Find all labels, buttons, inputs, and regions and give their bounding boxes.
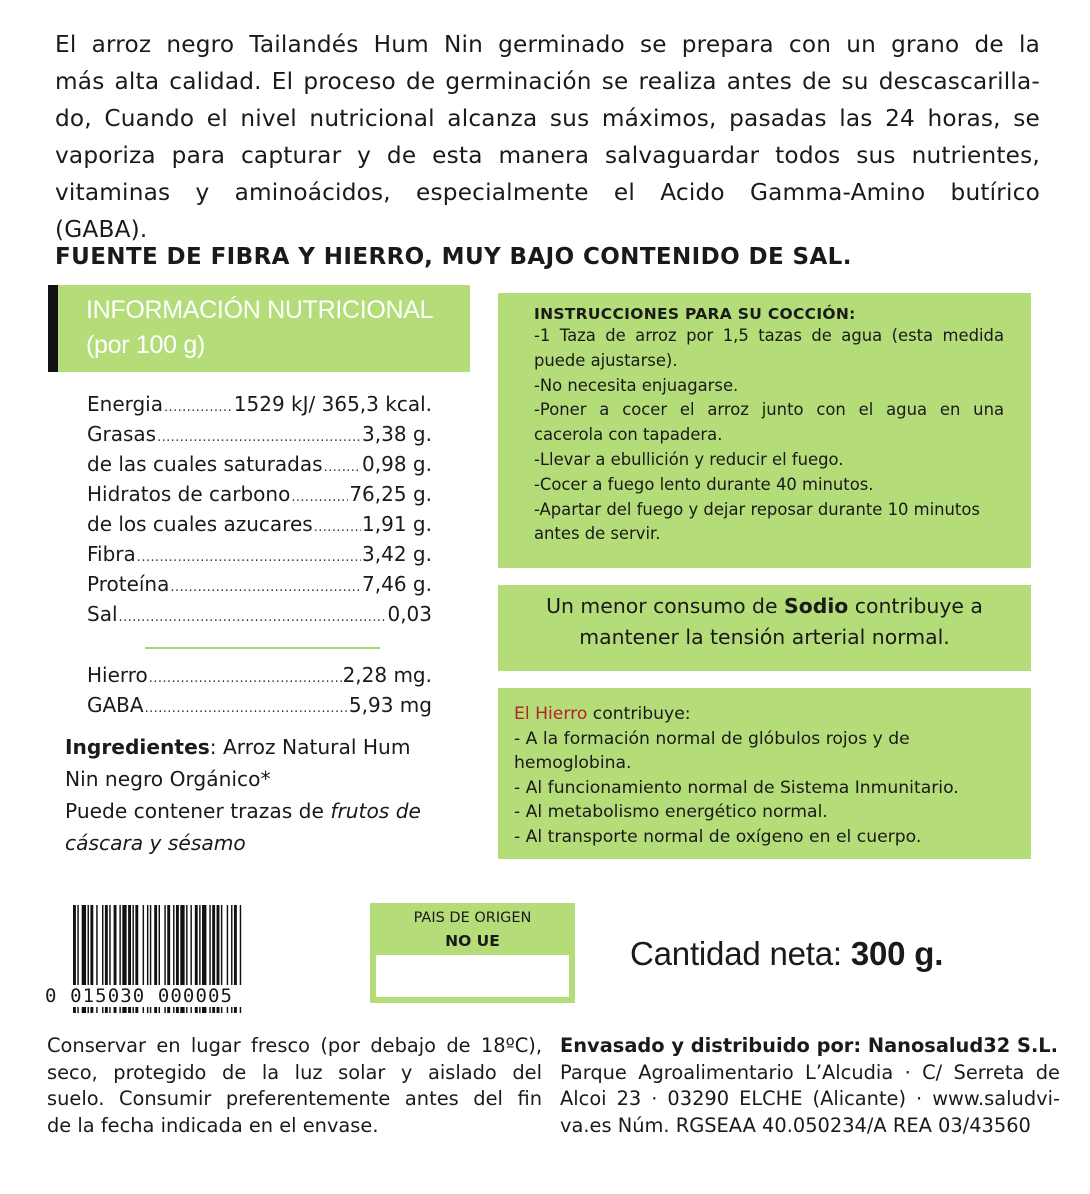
nutrition-label: Hierro [87,663,148,687]
nutrition-row [87,482,432,506]
nutrition-subtitle: (por 100 g) [86,331,205,359]
sodium-bold: Sodio [784,594,849,618]
allergen-italic: frutos de [330,799,421,823]
packager-title: Envasado y distribuido por: Nanosalud32 S.L. [560,1034,1059,1057]
leader-dots [164,400,233,415]
iron-benefit: - Al transporte normal de oxígeno en el cuerpo. [514,826,922,847]
instruction-line: -Poner a cocer el arroz junto con el agua en una [534,400,1004,420]
nutrition-row [87,602,432,626]
sodium-text: Un menor consumo de [546,594,785,618]
instruction-line: cacerola con tapadera. [534,425,723,445]
nutrition-divider [145,647,380,649]
nutrition-value: 1529 kJ/ 365,3 kcal. [233,392,432,416]
iron-benefit: - Al funcionamiento normal de Sistema Inmunitario. [514,777,959,798]
intro-line: (GABA). [55,216,148,243]
nutrition-title-line: INFORMACIÓN NUTRICIONAL [86,296,434,324]
leader-dots [324,460,361,475]
leader-dots [145,701,348,716]
iron-benefit: - Al metabolismo energético normal. [514,802,828,822]
iron-claim-box [498,688,1031,859]
storage-line: seco, protegido de la luz solar y aislado del [47,1060,542,1084]
nutrition-label: GABA [87,693,144,717]
nutrition-row [87,452,432,476]
intro-line: más alta calidad. El proceso de germinación se realiza antes de su descascarilla- [55,68,1040,95]
nutrition-row [87,572,432,596]
nutrition-value: 3,42 g. [362,542,432,566]
nutrition-title [86,293,433,363]
intro-line: do, Cuando el nivel nutricional alcanza sus máximos, pasadas las 24 horas, se [55,105,1040,132]
intro-line: vitaminas y aminoácidos, especialmente el Acido Gamma-Amino butírico [55,179,1040,206]
nutrition-label: Energia [87,392,163,416]
iron-benefit: - A la formación normal de glóbulos rojos y de [514,728,910,749]
leader-dots [149,671,342,686]
storage-line: de la fecha indicada en el envase. [47,1113,379,1137]
nutrition-label: de las cuales saturadas [87,452,323,476]
nutrition-header [48,285,470,372]
intro-paragraph [55,26,1040,248]
net-quantity [630,935,943,973]
packager-line: Alcoi 23 · 03290 ELCHE (Alicante) · www.saludvi- [560,1087,1060,1110]
leader-dots [137,550,361,565]
storage-text [47,1033,542,1139]
nutrition-label: Sal [87,602,118,626]
net-value: 300 g. [850,935,944,972]
iron-benefit: hemoglobina. [514,753,632,773]
nutrition-row [87,392,432,416]
instruction-line: antes de servir. [534,524,661,544]
nutrition-row [87,693,432,717]
nutrition-value: 7,46 g. [362,572,432,596]
leader-dots [170,580,361,595]
iron-text: contribuye: [587,704,691,724]
nutrition-row [87,663,432,687]
nutrition-label: Hidratos de carbono [87,482,291,506]
ingredients-text: : Arroz Natural Hum [209,735,411,759]
instruction-line: -Llevar a ebullición y reducir el fuego. [534,449,844,469]
nutrition-value: 1,91 g. [362,512,432,536]
allergen-italic: cáscara y sésamo [65,831,246,855]
storage-line: Conservar en lugar fresco (por debajo de 18ºC), [47,1034,542,1057]
storage-line: suelo. Consumir preferentemente antes del fin [47,1087,542,1110]
allergen-text: Puede contener trazas de [65,799,331,823]
barcode-number: 0 015030 000005 [45,985,315,1007]
nutrition-row [87,542,432,566]
packager-info [560,1033,1060,1139]
nutrition-value: 0,03 [387,602,432,626]
leader-dots [119,610,387,625]
origin-box [370,903,575,1003]
sodium-text: mantener la tensión arterial normal. [579,625,950,649]
instruction-line: puede ajustarse). [534,350,678,370]
nutrition-label: Fibra [87,542,136,566]
nutrition-row [87,422,432,446]
nutrition-value: 2,28 mg. [342,663,432,687]
ingredients-block [65,731,465,859]
ingredients-text: Nin negro Orgánico* [65,767,271,791]
instruction-line: -Apartar del fuego y dejar reposar durante 10 minutos [534,499,980,519]
leader-dots [291,490,348,505]
nutrition-value: 3,38 g. [362,422,432,446]
origin-blank-field [376,955,569,997]
intro-line: vaporiza para capturar y de esta manera salvaguardar todos sus nutrientes, [55,142,1040,169]
instruction-line: -1 Taza de arroz por 1,5 tazas de agua (esta medida [534,326,1004,345]
leader-dots [314,520,361,535]
instructions-title: INSTRUCCIONES PARA SU COCCIÓN: [534,305,856,323]
nutrition-label: Proteína [87,572,170,596]
nutrition-value: 76,25 g. [349,482,432,506]
ingredients-label: Ingredientes [65,735,210,759]
nutrition-value: 0,98 g. [362,452,432,476]
net-label: Cantidad neta: [630,935,851,972]
origin-value: NO UE [445,932,500,950]
nutrition-label: Grasas [87,422,157,446]
nutrition-label: de los cuales azucares [87,512,313,536]
cooking-instructions-box [498,293,1031,568]
instruction-line: -Cocer a fuego lento durante 40 minutos. [534,474,874,494]
intro-line: El arroz negro Tailandés Hum Nin germinado se prepara con un grano de la [55,31,1040,58]
sodium-text: contribuye a [848,594,983,618]
nutrition-row [87,512,432,536]
packager-line: Parque Agroalimentario L’Alcudia · C/ Serreta de [560,1060,1060,1084]
headline-claim: FUENTE DE FIBRA Y HIERRO, MUY BAJO CONTENIDO DE SAL. [55,244,852,270]
iron-label: El Hierro [514,704,588,724]
packager-line: va.es Núm. RGSEAA 40.050234/A REA 03/43560 [560,1113,1031,1137]
instruction-line: -No necesita enjuagarse. [534,375,739,395]
sodium-claim-box [498,585,1031,671]
leader-dots [157,430,361,445]
origin-label: PAIS DE ORIGEN [413,910,532,926]
nutrition-value: 5,93 mg [348,693,432,717]
